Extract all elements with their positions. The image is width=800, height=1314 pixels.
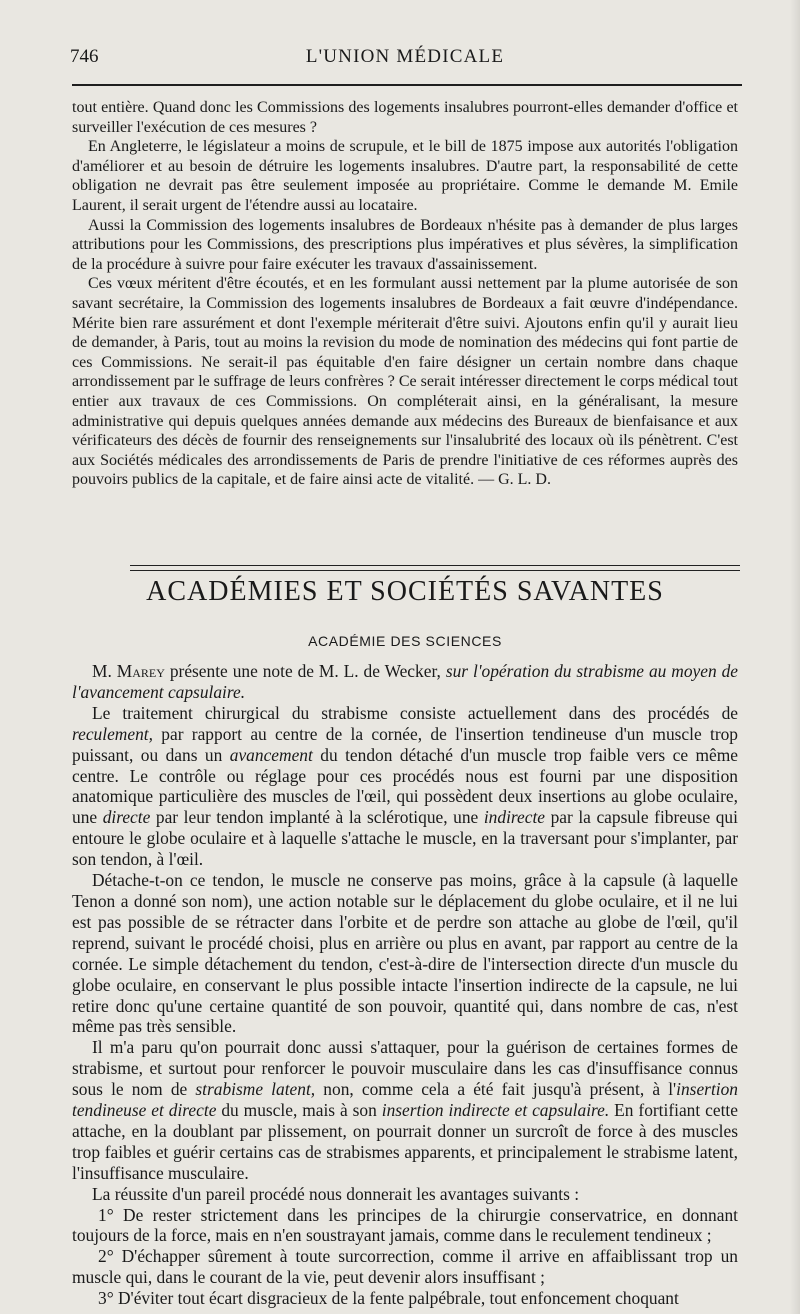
emphasis: insertion tendineuse et directe xyxy=(72,1079,738,1121)
page-header xyxy=(70,42,740,78)
text: par leur tendon implanté à la sclérotique, une xyxy=(155,807,479,828)
note-title: sur l'opération du strabisme au moyen de l'avancement capsulaire. xyxy=(72,661,738,702)
subsection-title: ACADÉMIE DES SCIENCES xyxy=(308,633,502,649)
emphasis: indirecte xyxy=(483,807,546,828)
text: par rapport au centre de la cornée, de l'insertion tendineuse d'un muscle trop puissant, ou dans un xyxy=(72,723,738,765)
list-item: 1° De rester strictement dans les principes de la chirurgie conservatrice, en donnant toujours de la force, mais en n'en soustrayant jamais, comme dans le reculement tendineux ; xyxy=(72,1204,738,1246)
emphasis: insertion indirecte et capsulaire. xyxy=(381,1100,610,1121)
main-article xyxy=(72,661,738,1309)
paragraph: tout entière. Quand donc les Commissions des logements insalubres pourront-elles demander d'office et surveiller l'exécution de ces mesures ? xyxy=(72,99,738,136)
presenter-name: Marey xyxy=(116,661,165,681)
paragraph: Aussi la Commission des logements insalubres de Bordeaux n'hésite pas à demander de plus larges attributions pour les Commissions, des prescriptions plus impératives et plus sévères, la simplification de la procédure à suivre pour faire exécuter les travaux d'assainissement. xyxy=(72,216,738,273)
emphasis: avancement xyxy=(229,744,313,765)
emphasis: strabisme latent, xyxy=(195,1079,316,1100)
text: du tendon détaché d'un muscle trop faible vers ce même centre. Le contrôle ou réglage pour ces procédés nous est fourni par une disposition anatomique particulière des muscles de l'œil, qui possèdent deux insertions au globe oculaire, une xyxy=(72,744,738,828)
paragraph xyxy=(72,703,738,870)
text: non, comme cela a été fait jusqu'à présent, à l' xyxy=(323,1079,677,1100)
page-number: 746 xyxy=(70,46,99,67)
section-title: ACADÉMIES ET SOCIÉTÉS SAVANTES xyxy=(146,576,664,607)
header-rule xyxy=(72,84,742,86)
text: du muscle, mais à son xyxy=(221,1100,377,1121)
paragraph-text: Ces vœux méritent d'être écoutés, et en les formulant aussi nettement par la plume autorisée de son savant secrétaire, la Commission des logements insalubres de Bordeaux a fait œuvre d'indépendance. Mérite bien rare assurément et dont l'exemple mériterait d'être suivi. Ajoutons enfin qu'il y aurait lieu de demander, à Paris, tout au moins la revision du mode de nomination des médecins qui font partie de ces Commissions. Ne serait-il pas équitable d'en faire désigner un certain nombre dans chaque arrondissement par le suffrage de leurs confrères ? Ce serait intéresser directement le corps médical tout entier aux travaux de ces Commissions. On compléterait ainsi, en la généralisant, la mesure administrative qui depuis quelques années demande aux médecins des Bureaux de bienfaisance et aux vérificateurs des décès de fournir des renseignements sur l'insalubrité des locaux où ils pénètrent. C'est aux Sociétés médicales des arrondissements de Paris de prendre l'initiative de ces réformes auprès des pouvoirs publics de la capitale, et de faire ainsi acte de vitalité. xyxy=(72,275,738,489)
text: Il m'a paru qu'on pourrait donc aussi s'attaquer, pour la guérison de certaines formes de strabisme, et surtout pour renforcer le pouvoir musculaire dans les cas d'insuffisance connus sous le nom de xyxy=(72,1037,738,1100)
paragraph: Détache-t-on ce tendon, le muscle ne conserve pas moins, grâce à la capsule (à laquelle Tenon a donné son nom), une action notable sur le déplacement du globe oculaire, et il ne lui est pas possible de se rétracter dans l'orbite et de perdre son attache au globe de l'œil, qu'il reprend, suivant le procédé choisi, plus en arrière ou plus en avant, par rapport au centre de la cornée. Le simple détachement du tendon, c'est-à-dire de l'intersection directe d'un muscle du globe oculaire, en conservant le plus possible intacte l'insertion indirecte de la capsule, ne lui retire donc qu'une certaine quantité de son pouvoir, quantité qui, dans nombre de cas, n'est même pas très sensible. xyxy=(72,870,738,1037)
text: En fortifiant cette attache, en la doublant par plissement, on pourrait donner un surcroît de force à des muscles trop faibles et guérir certains cas de strabismes apparents, et principalement le strabisme latent, l'insuffisance musculaire. xyxy=(72,1100,738,1183)
section-rule xyxy=(130,565,740,571)
signature: — G. L. D. xyxy=(478,471,551,489)
emphasis: directe xyxy=(102,807,151,828)
list-item: 3° D'éviter tout écart disgracieux de la fente palpébrale, tout enfoncement choquant xyxy=(98,1288,679,1309)
top-article xyxy=(72,98,738,490)
intro-text: présente une note de M. L. de Wecker, xyxy=(169,661,441,681)
text: par la capsule fibreuse qui entoure le globe oculaire et à laquelle s'attache le muscle, en la traversant pour s'implanter, par son tendon, à l'œil. xyxy=(72,807,738,870)
list-item: 2° D'échapper sûrement à toute surcorrection, comme il arrive en affaiblissant trop un muscle qui, dans le courant de la vie, peut devenir alors insuffisant ; xyxy=(72,1246,738,1288)
emphasis: reculement, xyxy=(72,723,153,744)
article-intro xyxy=(72,661,738,703)
running-title: L'UNION MÉDICALE xyxy=(305,46,505,67)
paragraph: En Angleterre, le législateur a moins de scrupule, et le bill de 1875 impose aux autorités l'obligation d'améliorer et au besoin de détruire les logements insalubres. D'autre part, la responsabilité de cette obligation ne devrait pas être seulement imposée au propriétaire. Comme le demande M. Emile Laurent, il serait urgent de l'étendre aussi au locataire. xyxy=(72,138,738,214)
text: Le traitement chirurgical du strabisme consiste actuellement dans des procédés de xyxy=(92,702,738,723)
paragraph xyxy=(72,274,738,490)
intro-lead: M. xyxy=(92,661,112,681)
paragraph xyxy=(72,1037,738,1183)
paragraph: La réussite d'un pareil procédé nous donnerait les avantages suivants : xyxy=(92,1183,580,1204)
